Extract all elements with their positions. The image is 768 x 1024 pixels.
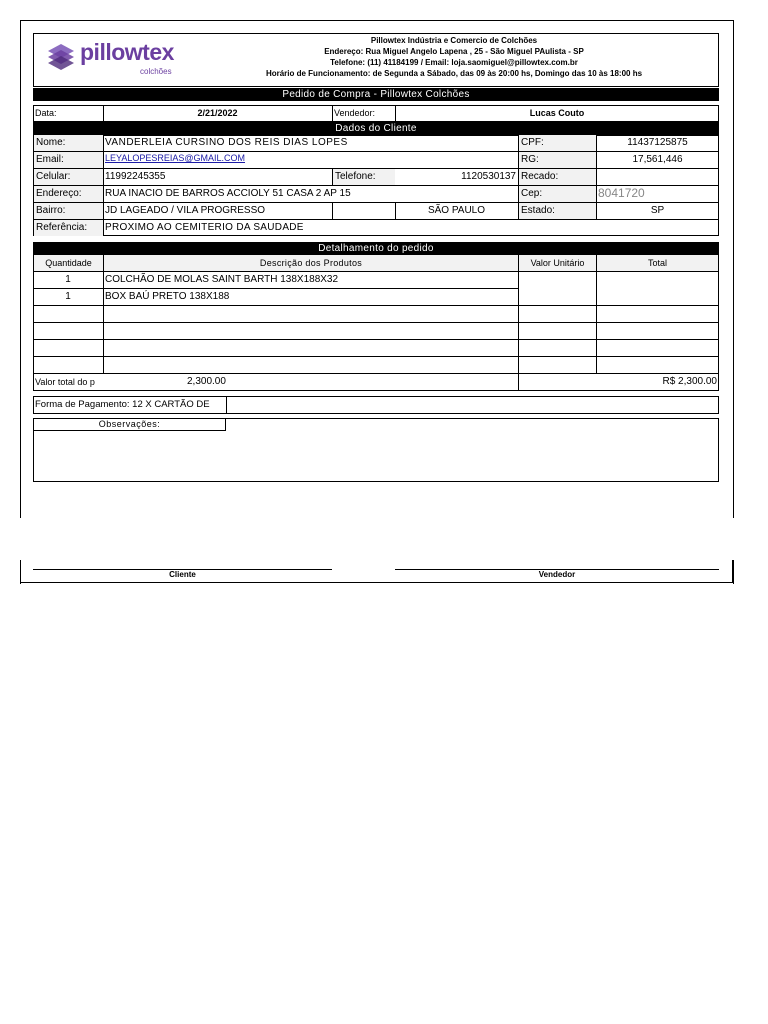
- client-district: JD LAGEADO / VILA PROGRESSO: [105, 205, 266, 216]
- client-reference: PROXIMO AO CEMITERIO DA SAUDADE: [105, 222, 304, 233]
- client-email-cell: [103, 150, 518, 167]
- seller-signature-label: Vendedor: [538, 570, 576, 579]
- cell-label: Celular:: [34, 169, 103, 185]
- company-address: Endereço: Rua Miguel Angelo Lapena , 25 - São Miguel PAulista - SP: [324, 47, 584, 56]
- phone-label: Telefone:: [333, 169, 395, 185]
- observations-label: Observações:: [98, 419, 161, 429]
- company-header: [33, 33, 719, 87]
- col-unit-header: Valor Unitário: [519, 255, 596, 271]
- recado-label: Recado:: [519, 169, 596, 185]
- name-label: Nome:: [34, 135, 103, 151]
- order-date: 2/21/2022: [197, 108, 238, 118]
- total-label: Valor total do p: [35, 377, 95, 387]
- client-state: SP: [650, 205, 665, 216]
- client-address: RUA INACIO DE BARROS ACCIOLY 51 CASA 2 AP 15: [105, 188, 351, 199]
- total-value: 2,300.00: [187, 376, 226, 387]
- cep-label: Cep:: [519, 186, 596, 202]
- date-label: Data:: [35, 108, 57, 118]
- page-bottom-border: [20, 582, 733, 583]
- col-total-header: Total: [597, 255, 718, 271]
- client-section-bar: Dados do Cliente: [33, 122, 719, 135]
- reference-label: Referência:: [34, 220, 103, 236]
- client-cell: 11992245355: [105, 171, 166, 182]
- company-name: Pillowtex Indústria e Comercio de Colchões: [370, 36, 538, 45]
- state-label: Estado:: [519, 203, 596, 219]
- company-info: [194, 35, 714, 79]
- item-qty: 1: [65, 274, 71, 285]
- seller-label: Vendedor:: [334, 108, 376, 118]
- cpf-label: CPF:: [519, 135, 596, 151]
- district-label: Bairro:: [34, 203, 103, 219]
- col-qty-header: Quantidade: [34, 255, 103, 271]
- order-title-bar: Pedido de Compra - Pillowtex Colchões: [33, 88, 719, 101]
- client-cep: 8041720: [598, 186, 645, 200]
- details-section-bar: Detalhamento do pedido: [33, 242, 719, 255]
- client-cpf: 11437125875: [627, 137, 688, 148]
- logo-sub: colchões: [140, 67, 172, 76]
- grand-total: R$ 2,300.00: [662, 376, 717, 387]
- item-desc: BOX BAÚ PRETO 138X188: [105, 291, 230, 302]
- client-name: VANDERLEIA CURSINO DOS REIS DIAS LOPES: [105, 137, 348, 148]
- company-contact: Telefone: (11) 41184199 / Email: loja.saomiguel@pillowtex.com.br: [330, 58, 578, 67]
- client-email-link[interactable]: LEYALOPESREIAS@GMAIL.COM: [105, 153, 246, 163]
- client-city: SÃO PAULO: [427, 205, 486, 216]
- client-phone: 1120530137: [461, 171, 516, 182]
- item-desc: COLCHÃO DE MOLAS SAINT BARTH 138X188X32: [105, 274, 339, 285]
- client-signature-label: Cliente: [169, 570, 196, 579]
- company-hours: Horário de Funcionamento: de Segunda a Sábado, das 09 às 20:00 hs, Domingo das 10 às 18:00 hs: [265, 69, 643, 78]
- payment-method: Forma de Pagamento: 12 X CARTÃO DE: [35, 399, 210, 410]
- page-gap: [0, 518, 768, 560]
- item-qty: 1: [65, 291, 71, 302]
- client-rg: 17,561,446: [632, 154, 683, 165]
- pillow-stack-icon: [46, 42, 76, 70]
- col-desc-header: Descrição dos Produtos: [104, 255, 518, 271]
- email-label: Email:: [34, 152, 103, 168]
- logo: [46, 42, 76, 75]
- logo-name: pillowtex: [80, 39, 174, 65]
- seller-name: Lucas Couto: [529, 108, 585, 118]
- address-label: Endereço:: [34, 186, 103, 202]
- rg-label: RG:: [519, 152, 596, 168]
